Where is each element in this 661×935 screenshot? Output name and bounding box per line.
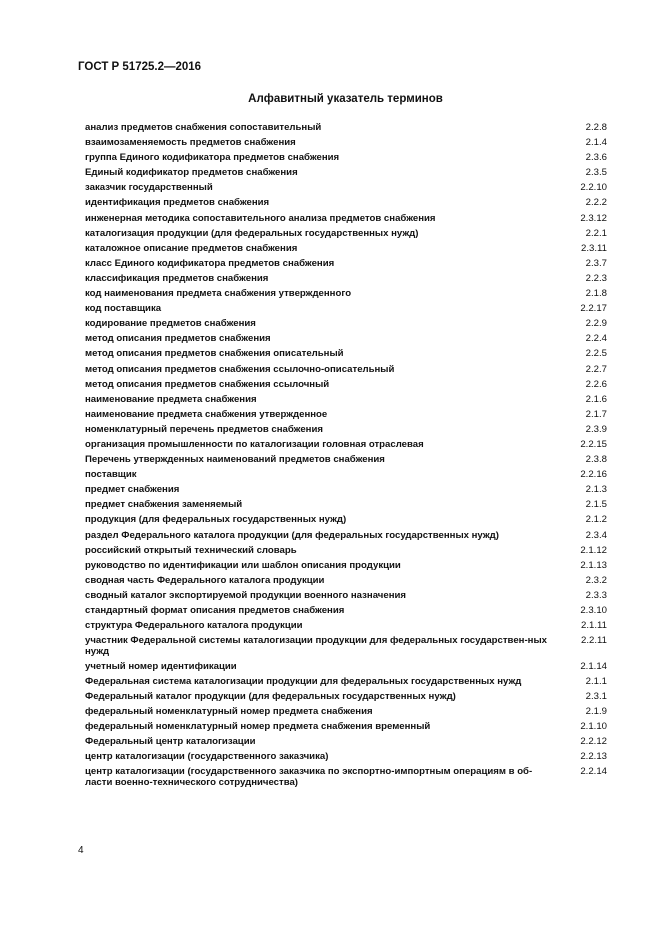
index-ref: 2.1.3 — [585, 484, 607, 496]
index-term: идентификация предметов снабжения — [85, 197, 270, 209]
index-term: центр каталогизации (государственного заказчика) — [85, 751, 329, 763]
index-term: предмет снабжения — [85, 484, 180, 496]
index-entry — [85, 722, 607, 733]
index-term: номенклатурный перечень предметов снабжения — [85, 423, 323, 435]
index-ref: 2.1.10 — [580, 721, 607, 733]
index-term: раздел Федерального каталога продукции (для федеральных государственных нужд) — [85, 529, 499, 541]
index-entry — [85, 606, 607, 617]
index-term: анализ предметов снабжения сопоставительный — [85, 122, 322, 133]
index-ref: 2.3.1 — [585, 690, 607, 702]
index-entry — [85, 531, 607, 542]
index-term: Единый кодификатор предметов снабжения — [85, 167, 298, 179]
index-entry — [85, 274, 607, 285]
index-entry — [85, 707, 607, 718]
index-ref: 2.1.14 — [580, 660, 607, 672]
index-entry — [85, 636, 607, 657]
index-term: центр каталогизации (государственного заказчика по экспортно-импортным операциям в об-ласти военно-технического сотрудничества) — [85, 766, 533, 788]
index-ref: 2.2.12 — [580, 736, 607, 748]
index-entry — [85, 259, 607, 270]
index-ref: 2.2.5 — [585, 348, 607, 360]
index-entry — [85, 410, 607, 421]
index-ref: 2.2.14 — [580, 766, 607, 778]
index-term: наименование предмета снабжения — [85, 393, 257, 405]
index-ref: 2.1.9 — [585, 706, 607, 718]
index-term: сводный каталог экспортируемой продукции военного назначения — [85, 589, 406, 601]
index-term: классификация предметов снабжения — [85, 272, 269, 284]
index-term: каталожное описание предметов снабжения — [85, 242, 298, 254]
index-entry — [85, 289, 607, 300]
index-ref: 2.2.13 — [580, 751, 607, 763]
index-term: метод описания предметов снабжения ссылочный — [85, 378, 330, 390]
index-entry — [85, 214, 607, 225]
index-term: учетный номер идентификации — [85, 660, 237, 672]
index-ref: 2.1.12 — [580, 544, 607, 556]
index-term: предмет снабжения заменяемый — [85, 499, 243, 511]
index-ref: 2.3.6 — [585, 152, 607, 164]
index-ref: 2.1.5 — [585, 499, 607, 511]
index-entry — [85, 662, 607, 673]
index-entry — [85, 304, 607, 315]
index-ref: 2.2.15 — [580, 438, 607, 450]
index-ref: 2.3.11 — [581, 242, 607, 254]
index-entry — [85, 692, 607, 703]
index-term: кодирование предметов снабжения — [85, 318, 256, 330]
index-ref: 2.3.8 — [585, 454, 607, 466]
index-entry — [85, 123, 607, 134]
document-code: ГОСТ Р 51725.2—2016 — [78, 61, 202, 73]
index-term: Федеральный центр каталогизации — [85, 736, 256, 748]
index-ref: 2.1.4 — [585, 137, 607, 149]
page-title: Алфавитный указатель терминов — [248, 93, 443, 105]
index-entry — [85, 153, 607, 164]
index-term: Перечень утвержденных наименований предметов снабжения — [85, 454, 385, 466]
index-ref: 2.3.3 — [585, 589, 607, 601]
index-term: каталогизация продукции (для федеральных государственных нужд) — [85, 227, 419, 239]
index-ref: 2.3.7 — [585, 257, 607, 269]
index-entry — [85, 561, 607, 572]
index-entry — [85, 576, 607, 587]
index-ref: 2.1.2 — [585, 514, 607, 526]
index-ref: 2.2.2 — [585, 197, 607, 209]
index-ref: 2.2.6 — [585, 378, 607, 390]
index-ref: 2.1.6 — [585, 393, 607, 405]
index-ref: 2.3.9 — [585, 423, 607, 435]
index-ref: 2.2.4 — [585, 333, 607, 345]
index-entry — [85, 500, 607, 511]
index-ref: 2.2.10 — [580, 182, 607, 194]
index-ref: 2.1.7 — [585, 408, 607, 420]
index-term: стандартный формат описания предметов снабжения — [85, 605, 345, 616]
index-entry — [85, 198, 607, 209]
index-entry — [85, 349, 607, 360]
index-term: федеральный номенклатурный номер предмета снабжения временный — [85, 721, 431, 733]
index-entry — [85, 470, 607, 481]
index-entry — [85, 515, 607, 526]
index-term: инженерная методика сопоставительного анализа предметов снабжения — [85, 212, 436, 224]
index-term: структура Федерального каталога продукции — [85, 620, 303, 632]
index-ref: 2.1.13 — [580, 559, 607, 571]
index-entry — [85, 229, 607, 240]
index-entry — [85, 138, 607, 149]
index-term: руководство по идентификации или шаблон описания продукции — [85, 559, 401, 571]
index-term: метод описания предметов снабжения описательный — [85, 348, 344, 360]
index-term: группа Единого кодификатора предметов снабжения — [85, 152, 340, 164]
index-term: Федеральная система каталогизации продукции для федеральных государственных нужд — [85, 675, 522, 687]
index-entry — [85, 395, 607, 406]
index-entry — [85, 591, 607, 602]
index-ref: 2.2.11 — [581, 635, 607, 647]
index-entry — [85, 546, 607, 557]
index-term: продукция (для федеральных государственных нужд) — [85, 514, 347, 526]
index-ref: 2.2.3 — [585, 272, 607, 284]
index-entry — [85, 183, 607, 194]
index-entry — [85, 440, 607, 451]
index-entry — [85, 737, 607, 748]
index-term: заказчик государственный — [85, 182, 213, 194]
index-entry — [85, 485, 607, 496]
index-ref: 2.2.8 — [585, 122, 607, 133]
index-entry — [85, 380, 607, 391]
index-term: Федеральный каталог продукции (для федеральных государственных нужд) — [85, 690, 456, 702]
index-ref: 2.3.4 — [585, 529, 607, 541]
index-entry — [85, 168, 607, 179]
index-entry — [85, 334, 607, 345]
page-number: 4 — [78, 845, 84, 856]
index-term: организация промышленности по каталогизации головная отраслевая — [85, 438, 424, 450]
index-ref: 2.2.16 — [580, 469, 607, 481]
index-term: сводная часть Федерального каталога продукции — [85, 574, 325, 586]
index-ref: 2.1.1 — [585, 675, 607, 687]
index-entry — [85, 244, 607, 255]
index-ref: 2.2.9 — [585, 318, 607, 330]
index-term: наименование предмета снабжения утвержденное — [85, 408, 328, 420]
index-entry — [85, 425, 607, 436]
index-ref: 2.3.5 — [585, 167, 607, 179]
index-entry — [85, 677, 607, 688]
index-term: метод описания предметов снабжения ссылочно-описательный — [85, 363, 395, 375]
index-entry — [85, 319, 607, 330]
index-term: код поставщика — [85, 303, 162, 315]
index-term: российский открытый технический словарь — [85, 544, 297, 556]
term-index — [85, 123, 607, 793]
index-ref: 2.3.2 — [585, 574, 607, 586]
index-ref: 2.1.8 — [585, 288, 607, 300]
index-entry — [85, 455, 607, 466]
index-entry — [85, 752, 607, 763]
index-term: метод описания предметов снабжения — [85, 333, 271, 345]
index-ref: 2.2.7 — [585, 363, 607, 375]
index-entry — [85, 621, 607, 632]
index-ref: 2.2.17 — [580, 303, 607, 315]
index-ref: 2.3.10 — [580, 605, 607, 616]
index-term: код наименования предмета снабжения утвержденного — [85, 288, 352, 300]
index-ref: 2.1.11 — [581, 620, 607, 632]
index-term: поставщик — [85, 469, 137, 481]
index-term: класс Единого кодификатора предметов снабжения — [85, 257, 335, 269]
index-entry — [85, 365, 607, 376]
index-term: взаимозаменяемость предметов снабжения — [85, 137, 296, 149]
index-entry — [85, 767, 607, 788]
index-term: участник Федеральной системы каталогизации продукции для федеральных государствен-ных нужд — [85, 635, 547, 657]
index-ref: 2.2.1 — [585, 227, 607, 239]
index-term: федеральный номенклатурный номер предмета снабжения — [85, 706, 373, 718]
index-ref: 2.3.12 — [580, 212, 607, 224]
